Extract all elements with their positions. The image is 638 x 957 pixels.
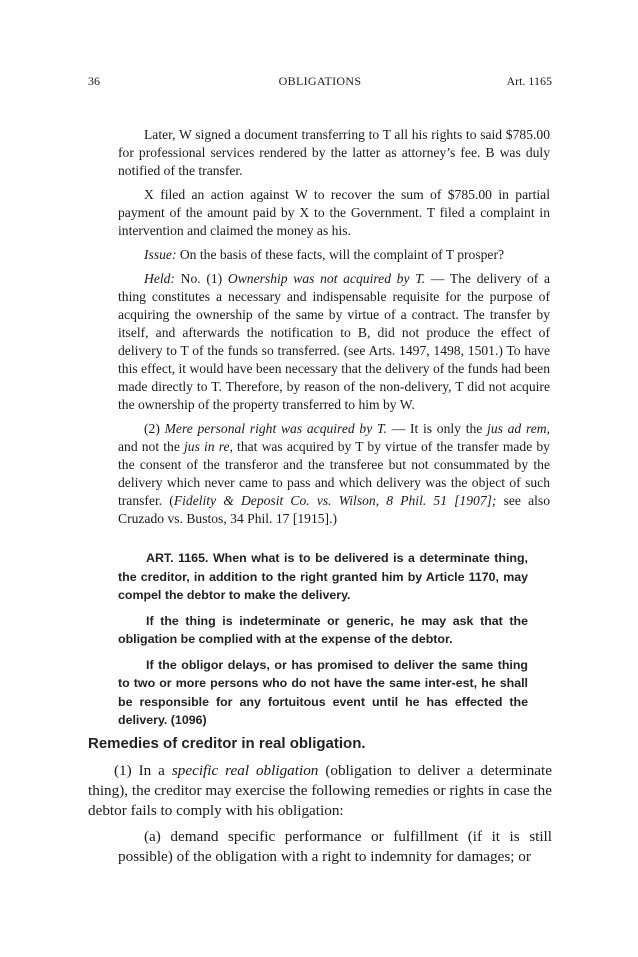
article-paragraph: If the thing is indeterminate or generic, he may ask that the obligation be complied with at the expense of the debtor. — [118, 613, 528, 646]
case-paragraph: Later, W signed a document transferring to T all his rights to said $785.00 for professional services rendered by the latter as attorney’s fee. B was duly notified of the transfer. — [118, 127, 550, 178]
codal-article — [118, 549, 528, 737]
remedies-item: (a) demand specific performance or fulfillment (if it is still possible) of the obligation with a right to indemnity for damages; or — [118, 828, 552, 865]
held-heading: Ownership was not acquired by T. — [227, 271, 426, 286]
held-text: that was acquired by T by virtue of the transfer made by the consent of the transferor and the transferee but not consummated by the delivery which never came to pass and which delivery was the object of such transfer. ( — [118, 439, 550, 508]
held-text: see also Cruzado vs. Bustos, 34 Phil. 17 [1915].) — [118, 493, 550, 526]
remedies-term: specific real obligation — [171, 762, 319, 779]
article-paragraph: ART. 1165. When what is to be delivered is a determinate thing, the creditor, in addition to the right granted him by Article 1170, may compel the debtor to make the delivery. — [118, 551, 528, 602]
case-illustration — [118, 126, 550, 528]
section-heading: Remedies of creditor in real obligation. — [88, 735, 366, 752]
remedies-text: (obligation to deliver a determinate thing), the creditor may exercise the following remedies or rights in case the debtor fails to comply with his obligation: — [88, 762, 553, 819]
held-label: Held: — [144, 271, 175, 286]
latin-term: jus in re, — [184, 439, 233, 454]
held-paragraph-2 — [118, 420, 550, 528]
held-text: and not the — [118, 439, 184, 454]
case-paragraph: X filed an action against W to recover the sum of $785.00 in partial payment of the amount paid by X to the Government. T filed a complaint in intervention and claimed the money as his. — [118, 187, 550, 238]
running-head-article: Art. 1165 — [506, 74, 552, 88]
latin-term: jus ad rem, — [487, 421, 550, 436]
issue-text: On the basis of these facts, will the complaint of T prosper? — [176, 247, 505, 262]
held-number: No. (1) — [174, 271, 228, 286]
issue-paragraph — [118, 246, 550, 264]
running-head — [88, 74, 552, 92]
remedies-section — [88, 761, 552, 873]
held-text: — It is only the — [386, 421, 488, 436]
remedies-text: (1) In a — [114, 762, 172, 779]
page-number: 36 — [88, 74, 100, 88]
issue-label: Issue: — [144, 247, 177, 262]
held-paragraph — [118, 270, 550, 414]
held-text: — The delivery of a thing constitutes a necessary and indispensable requisite for the purpose of acquiring the ownership of the same by virtue of a contract. The transfer by itself, and afterwards the notification to B, did not produce the effect of delivery to T of the funds so transferred. (see Arts. 1497, 1498, 1501.) To have this effect, it would have been necessary that the delivery of the funds had been made directly to T. Therefore, by reason of the non-delivery, T did not acquire the ownership of the property transferred to him by W. — [118, 271, 551, 412]
remedies-paragraph — [88, 761, 552, 821]
case-citation: Fidelity & Deposit Co. vs. Wilson, 8 Phil. 51 [1907]; — [173, 493, 497, 508]
running-head-title: OBLIGATIONS — [278, 74, 362, 88]
held-heading-2: Mere personal right was acquired by T. — [164, 421, 387, 436]
article-paragraph: If the obligor delays, or has promised to deliver the same thing to two or more persons who do not have the same inter-est, he shall be responsible for any fortuitous event until he has effected the delivery. (1096) — [118, 657, 528, 727]
held-number-2: (2) — [144, 421, 165, 436]
